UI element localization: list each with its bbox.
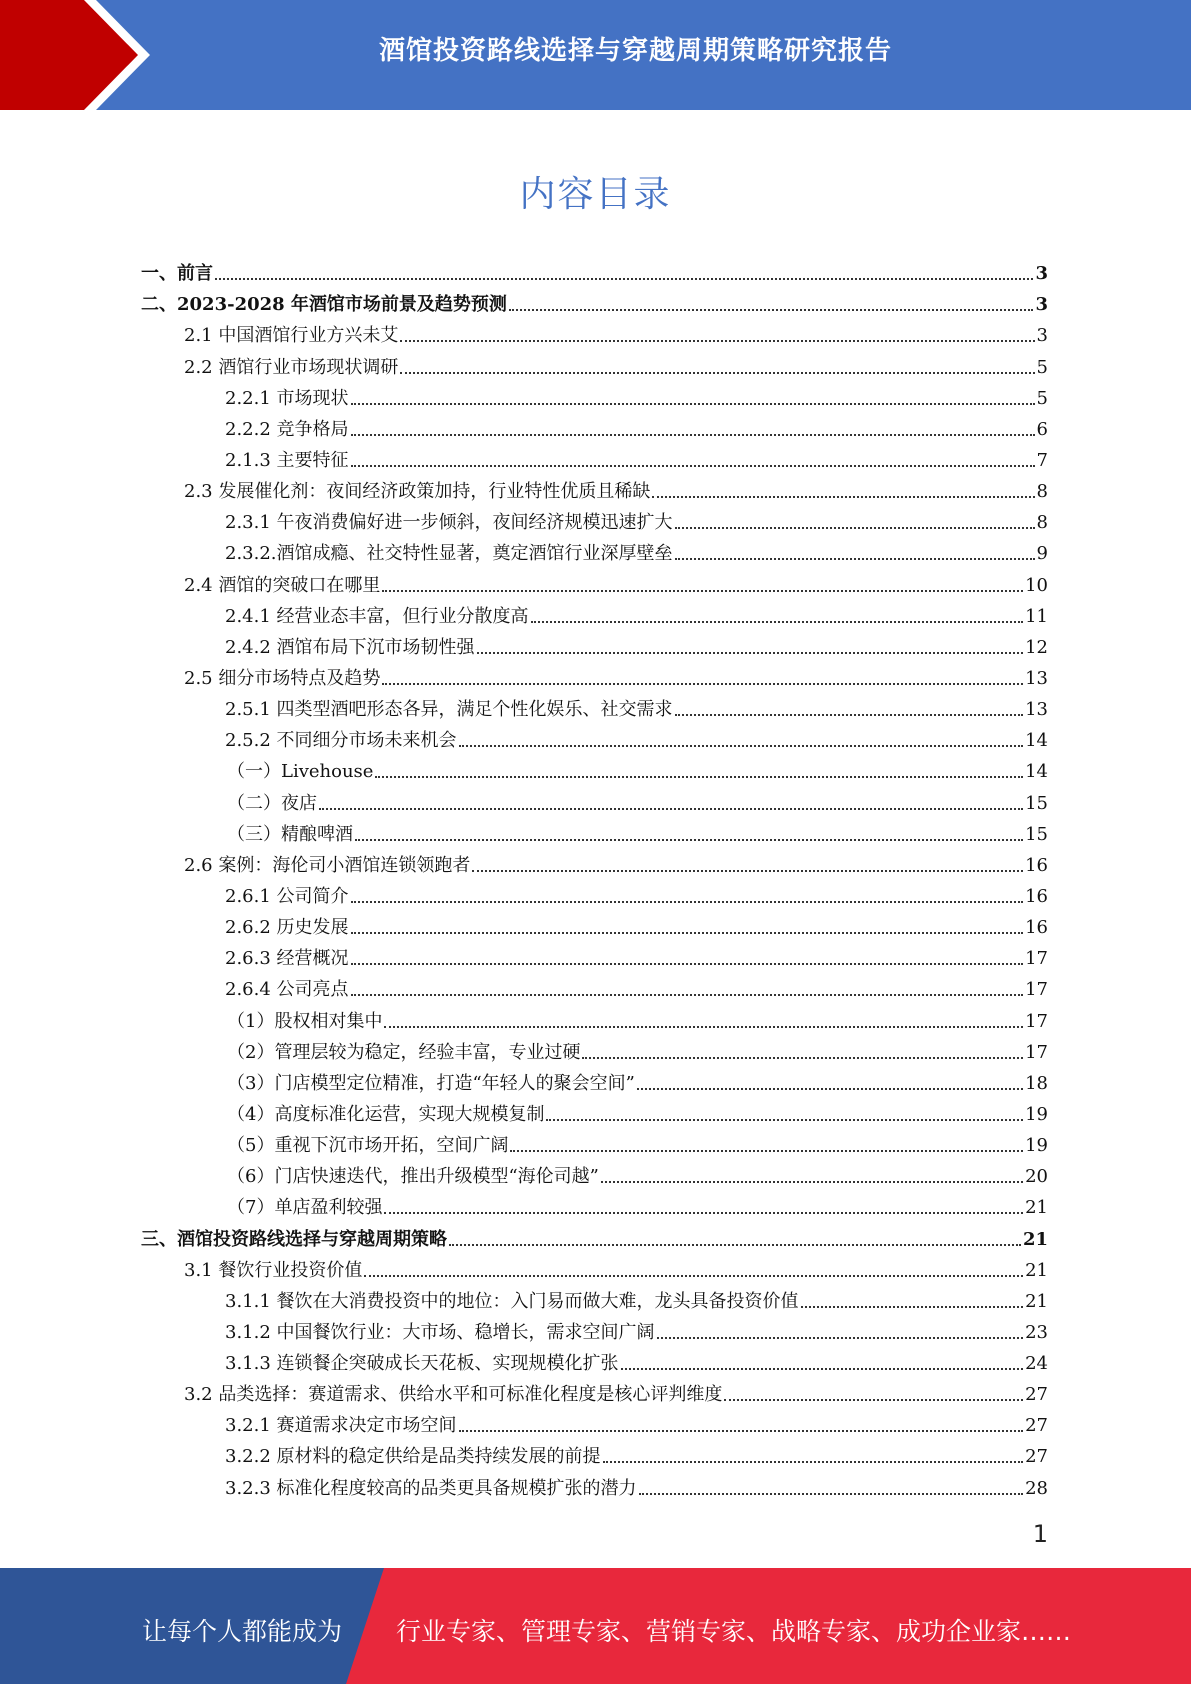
footer-slogan-left: 让每个人都能成为 bbox=[142, 1617, 343, 1646]
toc-entry[interactable] bbox=[141, 1157, 1048, 1188]
toc-entry[interactable] bbox=[141, 1126, 1048, 1157]
toc-entry-title: 2.3 发展催化剂：夜间经济政策加持，行业特性优质且稀缺 bbox=[184, 481, 651, 503]
toc-entry-page: 27 bbox=[1025, 1446, 1048, 1468]
toc-entry-title: 2.1 中国酒馆行业方兴未艾 bbox=[184, 325, 399, 347]
toc-entry-title: （6）门店快速迭代，推出升级模型“海伦司越” bbox=[227, 1166, 599, 1188]
toc-dot-leader bbox=[384, 1211, 1023, 1214]
toc-entry-title: 3.2 品类选择：赛道需求、供给水平和可标准化程度是核心评判维度 bbox=[184, 1384, 723, 1406]
toc-dot-leader bbox=[724, 1398, 1023, 1401]
toc-entry-page: 13 bbox=[1025, 699, 1048, 721]
toc-entry-title: 2.2 酒馆行业市场现状调研 bbox=[184, 356, 399, 378]
toc-entry[interactable] bbox=[141, 659, 1048, 690]
toc-entry[interactable] bbox=[141, 877, 1048, 908]
toc-dot-leader bbox=[351, 962, 1024, 965]
toc-entry[interactable] bbox=[141, 1375, 1048, 1406]
toc-entry[interactable] bbox=[141, 1437, 1048, 1468]
toc-entry-title: 2.4.2 酒馆布局下沉市场韧性强 bbox=[225, 636, 475, 658]
toc-dot-leader bbox=[582, 1056, 1023, 1059]
toc-entry-title: （三）精酿啤酒 bbox=[227, 823, 353, 845]
toc-entry-title: 一、前言 bbox=[141, 263, 213, 285]
toc-entry-title: 3.1.1 餐饮在大消费投资中的地位：入门易而做大难，龙头具备投资价值 bbox=[225, 1290, 799, 1312]
toc-dot-leader bbox=[215, 277, 1033, 280]
toc-entry[interactable] bbox=[141, 503, 1048, 534]
toc-entry-title: （4）高度标准化运营，实现大规模复制 bbox=[227, 1103, 545, 1125]
toc-entry[interactable] bbox=[141, 565, 1048, 596]
toc-entry-page: 20 bbox=[1025, 1166, 1048, 1188]
toc-dot-leader bbox=[531, 620, 1024, 623]
toc-entry[interactable] bbox=[141, 721, 1048, 752]
toc-entry-page: 28 bbox=[1025, 1477, 1048, 1499]
toc-entry-title: （1）股权相对集中 bbox=[227, 1010, 383, 1032]
toc-dot-leader bbox=[621, 1367, 1024, 1370]
toc-entry[interactable] bbox=[141, 534, 1048, 565]
toc-entry-page: 8 bbox=[1036, 481, 1048, 503]
toc-entry[interactable] bbox=[141, 846, 1048, 877]
toc-dot-leader bbox=[364, 1274, 1023, 1277]
toc-entry-page: 19 bbox=[1025, 1103, 1048, 1125]
toc-entry-title: 2.1.3 主要特征 bbox=[225, 449, 349, 471]
toc-entry[interactable] bbox=[141, 1033, 1048, 1064]
toc-dot-leader bbox=[382, 589, 1023, 592]
toc-dot-leader bbox=[801, 1305, 1024, 1308]
table-of-contents bbox=[141, 254, 1048, 1500]
toc-entry[interactable] bbox=[141, 1219, 1048, 1250]
toc-entry[interactable] bbox=[141, 1001, 1048, 1032]
toc-dot-leader bbox=[603, 1460, 1024, 1463]
toc-entry-page: 27 bbox=[1025, 1415, 1048, 1437]
toc-entry-title: 3.2.1 赛道需求决定市场空间 bbox=[225, 1415, 457, 1437]
toc-entry-page: 19 bbox=[1025, 1135, 1048, 1157]
toc-entry-title: 2.5.2 不同细分市场未来机会 bbox=[225, 730, 457, 752]
toc-entry[interactable] bbox=[141, 1251, 1048, 1282]
toc-entry-page: 23 bbox=[1025, 1321, 1048, 1343]
toc-entry-page: 21 bbox=[1025, 1290, 1048, 1312]
toc-dot-leader bbox=[459, 1429, 1024, 1432]
toc-entry-title: （5）重视下沉市场开拓，空间广阔 bbox=[227, 1135, 509, 1157]
toc-dot-leader bbox=[675, 557, 1035, 560]
toc-entry-page: 5 bbox=[1036, 356, 1048, 378]
toc-dot-leader bbox=[675, 526, 1035, 529]
toc-entry[interactable] bbox=[141, 597, 1048, 628]
toc-entry-page: 27 bbox=[1025, 1384, 1048, 1406]
toc-entry[interactable] bbox=[141, 1406, 1048, 1437]
toc-entry-page: 14 bbox=[1025, 761, 1048, 783]
toc-dot-leader bbox=[459, 744, 1024, 747]
toc-entry-page: 9 bbox=[1036, 543, 1048, 565]
toc-entry[interactable] bbox=[141, 752, 1048, 783]
toc-entry-title: 2.3.2.酒馆成瘾、社交特性显著，奠定酒馆行业深厚壁垒 bbox=[225, 543, 673, 565]
toc-entry-title: 2.6.3 经营概况 bbox=[225, 948, 349, 970]
toc-entry-title: 3.2.3 标准化程度较高的品类更具备规模扩张的潜力 bbox=[225, 1477, 637, 1499]
toc-entry-title: （7）单店盈利较强 bbox=[227, 1197, 383, 1219]
toc-dot-leader bbox=[509, 308, 1034, 311]
toc-entry[interactable] bbox=[141, 783, 1048, 814]
toc-entry[interactable] bbox=[141, 1468, 1048, 1499]
toc-dot-leader bbox=[382, 682, 1023, 685]
toc-entry-title: 3.1 餐饮行业投资价值 bbox=[184, 1259, 363, 1281]
toc-entry[interactable] bbox=[141, 1095, 1048, 1126]
toc-dot-leader bbox=[477, 651, 1024, 654]
toc-entry[interactable] bbox=[141, 815, 1048, 846]
toc-entry-page: 17 bbox=[1025, 1041, 1048, 1063]
toc-entry[interactable] bbox=[141, 316, 1048, 347]
toc-entry-page: 21 bbox=[1025, 1197, 1048, 1219]
toc-entry-page: 15 bbox=[1025, 823, 1048, 845]
page-footer bbox=[0, 1568, 1191, 1684]
toc-entry-page: 8 bbox=[1036, 512, 1048, 534]
toc-dot-leader bbox=[351, 433, 1035, 436]
toc-entry[interactable] bbox=[141, 441, 1048, 472]
toc-entry-title: 2.6.4 公司亮点 bbox=[225, 979, 349, 1001]
toc-dot-leader bbox=[351, 900, 1024, 903]
toc-dot-leader bbox=[657, 1336, 1024, 1339]
toc-entry-title: 2.5 细分市场特点及趋势 bbox=[184, 667, 381, 689]
toc-entry-page: 21 bbox=[1022, 1228, 1048, 1250]
toc-entry[interactable] bbox=[141, 285, 1048, 316]
toc-entry[interactable] bbox=[141, 472, 1048, 503]
toc-dot-leader bbox=[637, 1087, 1023, 1090]
toc-entry-title: 2.2.1 市场现状 bbox=[225, 387, 349, 409]
toc-dot-leader bbox=[400, 371, 1034, 374]
toc-entry-page: 24 bbox=[1025, 1353, 1048, 1375]
toc-entry-title: （2）管理层较为稳定，经验丰富，专业过硬 bbox=[227, 1041, 581, 1063]
toc-dot-leader bbox=[351, 931, 1024, 934]
footer-slogan-right: 行业专家、管理专家、营销专家、战略专家、成功企业家…… bbox=[396, 1617, 1072, 1646]
toc-entry[interactable] bbox=[141, 970, 1048, 1001]
toc-dot-leader bbox=[384, 1025, 1023, 1028]
toc-heading: 内容目录 bbox=[519, 174, 672, 215]
toc-entry[interactable] bbox=[141, 254, 1048, 285]
toc-entry-title: 2.4.1 经营业态丰富，但行业分散度高 bbox=[225, 605, 529, 627]
report-title: 酒馆投资路线选择与穿越周期策略研究报告 bbox=[378, 36, 892, 66]
toc-entry-page: 3 bbox=[1035, 263, 1048, 285]
toc-entry[interactable] bbox=[141, 939, 1048, 970]
toc-entry-page: 21 bbox=[1025, 1259, 1048, 1281]
toc-dot-leader bbox=[400, 339, 1034, 342]
toc-entry-title: 3.1.2 中国餐饮行业：大市场、稳增长，需求空间广阔 bbox=[225, 1321, 655, 1343]
toc-entry-page: 17 bbox=[1025, 948, 1048, 970]
toc-entry-page: 17 bbox=[1025, 979, 1048, 1001]
toc-entry-page: 15 bbox=[1025, 792, 1048, 814]
toc-entry-title: 2.6 案例：海伦司小酒馆连锁领跑者 bbox=[184, 854, 471, 876]
toc-entry-title: 2.2.2 竞争格局 bbox=[225, 418, 349, 440]
toc-entry-page: 16 bbox=[1025, 854, 1048, 876]
toc-entry-page: 7 bbox=[1036, 449, 1048, 471]
toc-entry-title: （二）夜店 bbox=[227, 792, 317, 814]
toc-entry-page: 13 bbox=[1025, 667, 1048, 689]
toc-entry-page: 11 bbox=[1025, 605, 1048, 627]
toc-entry[interactable] bbox=[141, 379, 1048, 410]
toc-entry-title: 3.2.2 原材料的稳定供给是品类持续发展的前提 bbox=[225, 1446, 601, 1468]
toc-entry-title: 2.6.1 公司简介 bbox=[225, 885, 349, 907]
toc-dot-leader bbox=[510, 1149, 1023, 1152]
toc-dot-leader bbox=[472, 869, 1023, 872]
toc-dot-leader bbox=[546, 1118, 1023, 1121]
toc-entry-title: 2.3.1 午夜消费偏好进一步倾斜，夜间经济规模迅速扩大 bbox=[225, 512, 673, 534]
toc-entry[interactable] bbox=[141, 410, 1048, 441]
toc-dot-leader bbox=[639, 1492, 1024, 1495]
page-number: 1 bbox=[1032, 1520, 1048, 1548]
toc-entry-title: 二、2023-2028 年酒馆市场前景及趋势预测 bbox=[141, 294, 507, 316]
toc-entry-page: 12 bbox=[1025, 636, 1048, 658]
toc-entry-title: 2.4 酒馆的突破口在哪里 bbox=[184, 574, 381, 596]
toc-entry-page: 16 bbox=[1025, 885, 1048, 907]
toc-entry-title: （3）门店模型定位精准，打造“年轻人的聚会空间” bbox=[227, 1072, 635, 1094]
toc-entry-page: 5 bbox=[1036, 387, 1048, 409]
toc-dot-leader bbox=[351, 464, 1035, 467]
toc-entry[interactable] bbox=[141, 1188, 1048, 1219]
toc-entry-page: 18 bbox=[1025, 1072, 1048, 1094]
toc-dot-leader bbox=[375, 775, 1023, 778]
toc-dot-leader bbox=[449, 1243, 1021, 1246]
toc-dot-leader bbox=[652, 495, 1034, 498]
toc-entry-page: 17 bbox=[1025, 1010, 1048, 1032]
toc-entry[interactable] bbox=[141, 908, 1048, 939]
toc-entry-page: 6 bbox=[1036, 418, 1048, 440]
toc-entry[interactable] bbox=[141, 1313, 1048, 1344]
toc-entry[interactable] bbox=[141, 628, 1048, 659]
toc-entry[interactable] bbox=[141, 347, 1048, 378]
toc-entry-title: 2.5.1 四类型酒吧形态各异，满足个性化娱乐、社交需求 bbox=[225, 699, 673, 721]
toc-entry-page: 10 bbox=[1025, 574, 1048, 596]
toc-entry-title: 2.6.2 历史发展 bbox=[225, 917, 349, 939]
toc-dot-leader bbox=[355, 838, 1023, 841]
toc-entry-title: 三、酒馆投资路线选择与穿越周期策略 bbox=[141, 1228, 447, 1250]
toc-entry[interactable] bbox=[141, 1282, 1048, 1313]
toc-dot-leader bbox=[601, 1180, 1023, 1183]
toc-entry[interactable] bbox=[141, 1344, 1048, 1375]
toc-dot-leader bbox=[675, 713, 1024, 716]
toc-entry-page: 14 bbox=[1025, 730, 1048, 752]
toc-entry-page: 3 bbox=[1035, 294, 1048, 316]
toc-entry-title: （一）Livehouse bbox=[227, 761, 374, 783]
toc-entry[interactable] bbox=[141, 690, 1048, 721]
toc-dot-leader bbox=[351, 993, 1024, 996]
toc-entry[interactable] bbox=[141, 1064, 1048, 1095]
toc-dot-leader bbox=[319, 807, 1023, 810]
toc-entry-page: 3 bbox=[1036, 325, 1048, 347]
toc-entry-page: 16 bbox=[1025, 917, 1048, 939]
toc-dot-leader bbox=[351, 402, 1035, 405]
toc-entry-title: 3.1.3 连锁餐企突破成长天花板、实现规模化扩张 bbox=[225, 1353, 619, 1375]
page-header bbox=[0, 0, 1191, 110]
